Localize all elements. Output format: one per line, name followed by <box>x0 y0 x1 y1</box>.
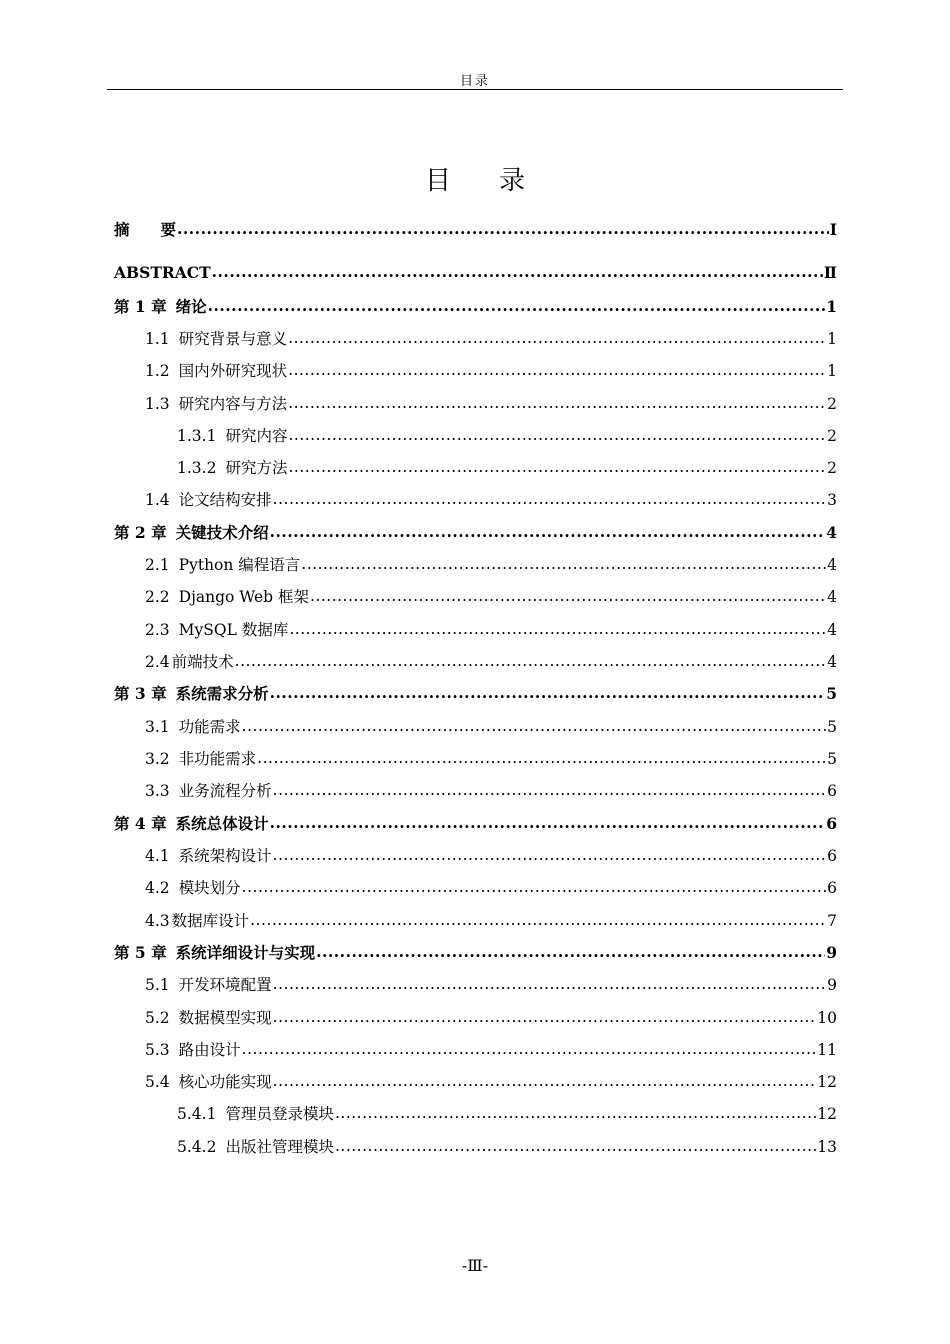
toc-leader-dots <box>273 974 826 994</box>
toc-entry-number: 5.2 <box>145 1009 170 1027</box>
toc-entry-page: 4 <box>827 653 837 671</box>
toc-entry-label: 系统架构设计 <box>178 847 272 865</box>
toc-entry[interactable] <box>114 749 837 769</box>
toc-entry-page: 6 <box>827 847 837 865</box>
toc-entry-label: 系统总体设计 <box>175 814 269 833</box>
toc-entry-number: 5.4.1 <box>177 1105 217 1123</box>
toc-entry-label: 摘 要 <box>114 220 177 239</box>
toc-leader-dots <box>257 748 826 768</box>
toc-leader-dots <box>270 813 826 833</box>
toc-leader-dots <box>270 683 826 703</box>
toc-entry-number: 第 4 章 <box>114 814 167 833</box>
toc-leader-dots <box>273 1071 817 1091</box>
toc-leader-dots <box>273 1007 817 1027</box>
toc-entry-page: 6 <box>826 814 837 833</box>
toc-entry-label: 模块划分 <box>178 879 241 897</box>
toc-entry-number: 1.2 <box>145 362 170 380</box>
toc-entry-number: 第 3 章 <box>114 684 167 703</box>
toc-entry-page: 5 <box>826 684 837 703</box>
toc-entry[interactable] <box>114 394 837 414</box>
toc-entry-number: 3.1 <box>145 718 170 736</box>
toc-entry-page: Ⅱ <box>823 263 837 282</box>
toc-entry-page: 6 <box>827 782 837 800</box>
toc-leader-dots <box>273 845 826 865</box>
toc-entry[interactable] <box>114 1104 837 1124</box>
toc-entry[interactable] <box>114 458 837 478</box>
toc-entry-page: 9 <box>826 943 837 962</box>
toc-leader-dots <box>250 910 826 930</box>
toc-entry-number: 1.3.2 <box>177 459 217 477</box>
toc-entry-number: 5.1 <box>145 976 170 994</box>
toc-entry[interactable] <box>114 555 837 575</box>
toc-entry[interactable] <box>114 846 837 866</box>
toc-entry[interactable] <box>114 684 837 704</box>
toc-title-char-1: 目 <box>424 166 451 196</box>
toc-entry-page: 11 <box>817 1041 837 1059</box>
toc-entry[interactable] <box>114 652 837 672</box>
toc-entry-page: 2 <box>827 395 837 413</box>
toc-entry[interactable] <box>114 361 837 381</box>
toc-leader-dots <box>310 586 826 606</box>
toc-entry-label: 开发环境配置 <box>178 976 272 994</box>
toc-entry-label: 路由设计 <box>178 1041 241 1059</box>
toc-entry[interactable] <box>114 297 837 317</box>
toc-entry-label: 系统需求分析 <box>175 684 269 703</box>
toc-entry-number: 3.2 <box>145 750 170 768</box>
toc-leader-dots <box>288 425 826 445</box>
toc-leader-dots <box>242 716 826 736</box>
toc-leader-dots <box>242 877 826 897</box>
toc-entry-label: 论文结构安排 <box>178 491 272 509</box>
toc-entry-label: 前端技术 <box>171 653 234 671</box>
toc-entry-label: 研究方法 <box>225 459 288 477</box>
toc-entry-number: 1.1 <box>145 330 170 348</box>
toc-entry-number: 1.4 <box>145 491 170 509</box>
toc-entry-label: 研究背景与意义 <box>178 330 288 348</box>
toc-entry[interactable] <box>114 878 837 898</box>
header-rule <box>107 89 843 90</box>
toc-entry-number: 5.4.2 <box>177 1138 217 1156</box>
toc-leader-dots <box>316 942 825 962</box>
toc-title-char-2: 录 <box>499 166 526 196</box>
page-number: -Ⅲ- <box>461 1256 489 1275</box>
toc-entry[interactable] <box>114 911 837 931</box>
toc-entry-page: 6 <box>827 879 837 897</box>
toc-entry[interactable] <box>114 781 837 801</box>
toc-entry[interactable] <box>114 814 837 834</box>
toc-leader-dots <box>288 360 826 380</box>
toc-entry-page: 5 <box>827 718 837 736</box>
toc-entry-page: 2 <box>827 459 837 477</box>
toc-entry-label: Python 编程语言 <box>178 556 301 574</box>
toc-entry-label: 关键技术介绍 <box>175 523 269 542</box>
toc-entry-page: 4 <box>827 588 837 606</box>
toc-entry-page: 2 <box>827 427 837 445</box>
toc-entry-number: 1.3.1 <box>177 427 217 445</box>
toc-entry[interactable] <box>114 1008 837 1028</box>
toc-entry[interactable] <box>114 943 837 963</box>
toc-entry[interactable] <box>114 1040 837 1060</box>
toc-entry-number: 第 5 章 <box>114 943 167 962</box>
toc-leader-dots <box>335 1103 816 1123</box>
toc-entry-page: 4 <box>826 523 837 542</box>
toc-entry-number: 2.4 <box>145 653 170 671</box>
toc-entry-label: 数据库设计 <box>171 912 250 930</box>
toc-entry-number: 3.3 <box>145 782 170 800</box>
toc-entry-page: 1 <box>827 362 837 380</box>
running-header: 目录 <box>459 74 490 89</box>
toc-entry-label: 管理员登录模块 <box>225 1105 334 1123</box>
toc-entry-label: 核心功能实现 <box>178 1073 272 1091</box>
toc-entry[interactable] <box>114 717 837 737</box>
toc-entry-page: 12 <box>817 1105 837 1123</box>
toc-entry-label: 绪论 <box>175 297 207 316</box>
toc-entry-page: 13 <box>817 1138 837 1156</box>
toc-entry[interactable] <box>114 1072 837 1092</box>
toc-entry[interactable] <box>114 587 837 607</box>
toc-leader-dots <box>289 619 826 639</box>
toc-entry[interactable] <box>114 1137 837 1157</box>
toc-entry-label: 业务流程分析 <box>178 782 272 800</box>
toc-entry-number: 4.1 <box>145 847 170 865</box>
toc-entry-label: 出版社管理模块 <box>225 1138 334 1156</box>
toc-entry-label: 功能需求 <box>178 718 241 736</box>
toc-entry-label: Django Web 框架 <box>178 588 309 606</box>
toc-leader-dots <box>208 296 826 316</box>
toc-entry-page: 7 <box>827 912 837 930</box>
toc-entry-page: 1 <box>826 297 837 316</box>
toc-entry[interactable] <box>114 220 837 240</box>
toc-entry-number: 5.4 <box>145 1073 170 1091</box>
toc-entry-number: 4.3 <box>145 912 170 930</box>
toc-entry-page: 9 <box>827 976 837 994</box>
toc-entry-number: 2.2 <box>145 588 170 606</box>
toc-leader-dots <box>273 489 826 509</box>
toc-leader-dots <box>288 393 826 413</box>
toc-entry-label: 研究内容 <box>225 427 288 445</box>
toc-title <box>0 160 950 197</box>
toc-entry[interactable] <box>114 523 837 543</box>
toc-entry-number: 4.2 <box>145 879 170 897</box>
toc-leader-dots <box>177 219 829 239</box>
toc-entry[interactable] <box>114 620 837 640</box>
toc-entry-number: 第 2 章 <box>114 523 167 542</box>
toc-leader-dots <box>212 262 823 282</box>
toc-entry-label: 非功能需求 <box>178 750 257 768</box>
toc-leader-dots <box>301 554 826 574</box>
toc-entry-page: 12 <box>817 1073 837 1091</box>
toc-entry-page: 3 <box>827 491 837 509</box>
toc-entry-label: 国内外研究现状 <box>178 362 288 380</box>
toc-entry-number: 1.3 <box>145 395 170 413</box>
toc-entry-page: 4 <box>827 556 837 574</box>
toc-entry[interactable] <box>114 490 837 510</box>
toc-leader-dots <box>242 1039 817 1059</box>
toc-leader-dots <box>288 457 826 477</box>
toc-entry-label: 研究内容与方法 <box>178 395 288 413</box>
toc-entry-label: ABSTRACT <box>114 263 211 282</box>
toc-entry-number: 5.3 <box>145 1041 170 1059</box>
toc-leader-dots <box>235 651 826 671</box>
toc-entry-page: 5 <box>827 750 837 768</box>
toc-entry-page: 4 <box>827 621 837 639</box>
toc-entry[interactable] <box>114 263 837 283</box>
toc-entry-page: Ⅰ <box>829 220 837 239</box>
toc-leader-dots <box>288 328 826 348</box>
toc-entry-page: 1 <box>827 330 837 348</box>
toc-leader-dots <box>270 522 826 542</box>
toc-entry[interactable] <box>114 975 837 995</box>
toc-entry[interactable] <box>114 329 837 349</box>
toc-entry-label: 数据模型实现 <box>178 1009 272 1027</box>
toc-entry[interactable] <box>114 426 837 446</box>
toc-entry-number: 2.1 <box>145 556 170 574</box>
toc-entry-number: 第 1 章 <box>114 297 167 316</box>
toc-entry-label: MySQL 数据库 <box>178 621 289 639</box>
toc-entry-page: 10 <box>817 1009 837 1027</box>
toc-leader-dots <box>335 1136 816 1156</box>
toc-leader-dots <box>273 780 826 800</box>
toc-entry-label: 系统详细设计与实现 <box>175 943 316 962</box>
toc-entry-number: 2.3 <box>145 621 170 639</box>
